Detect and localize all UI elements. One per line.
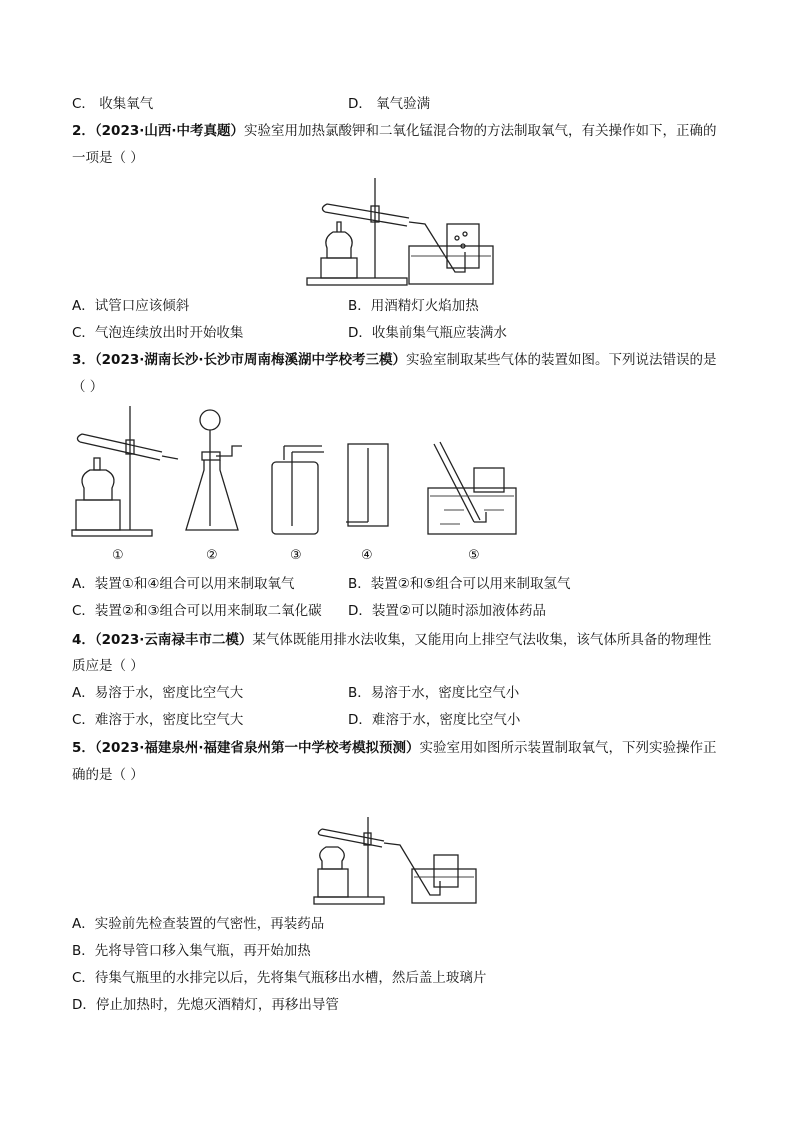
device-2-label: ② [206, 548, 218, 563]
q5-option-d: D．停止加热时，先熄灭酒精灯，再移出导管 [72, 997, 339, 1013]
q2-option-c: C．气泡连续放出时开始收集 [72, 325, 244, 341]
q5-number: 5． [72, 740, 95, 756]
q5-option-a: A．实验前先检查装置的气密性，再装药品 [72, 916, 325, 932]
q3-option-a: A．装置①和④组合可以用来制取氧气 [72, 576, 295, 592]
q2-stem-text: 实验室用加热氯酸钾和二氧化锰混合物的方法制取氧气，有关操作如下，正确的 [244, 123, 717, 139]
q4-stem-line2: 质应是（ ） [72, 658, 144, 674]
q4-source: （2023·云南禄丰市二模） [94, 632, 253, 648]
q5-source: （2023·福建泉州·福建省泉州第一中学校考模拟预测） [94, 740, 420, 756]
q3-option-b: B．装置②和⑤组合可以用来制取氢气 [348, 576, 571, 592]
q2-source: （2023·山西·中考真题） [94, 123, 244, 139]
test-tube-top [327, 204, 409, 218]
q3-stem-line1 [72, 350, 717, 370]
q2-number: 2． [72, 123, 95, 139]
device-5-figure [424, 440, 524, 540]
support-block [321, 258, 357, 278]
q5-apparatus-figure [312, 815, 480, 907]
q3-option-c: C．装置②和③组合可以用来制取二氧化碳 [72, 603, 322, 619]
q2-option-d: D．收集前集气瓶应装满水 [348, 325, 507, 341]
device-1-label: ① [112, 548, 124, 563]
q4-number: 4． [72, 632, 95, 648]
device-5-label: ⑤ [468, 548, 480, 563]
device-3-figure [268, 442, 326, 538]
q3-number: 3． [72, 352, 95, 368]
q2-stem-line2: 一项是（ ） [72, 150, 144, 166]
q3-stem-text: 实验室制取某些气体的装置如图。下列说法错误的是 [406, 352, 717, 368]
q3-stem-line2: （ ） [72, 379, 104, 395]
device-3-label: ③ [290, 548, 302, 563]
q4-option-b: B．易溶于水，密度比空气小 [348, 685, 520, 701]
device-4-figure [342, 438, 400, 538]
q5-stem-line2: 确的是（ ） [72, 767, 144, 783]
q2-option-a: A．试管口应该倾斜 [72, 298, 190, 314]
alcohol-lamp [326, 232, 352, 258]
q4-option-a: A．易溶于水，密度比空气大 [72, 685, 244, 701]
bubble [463, 232, 467, 236]
device-4-label: ④ [361, 548, 373, 563]
q4-option-c: C．难溶于水，密度比空气大 [72, 712, 244, 728]
q3-option-d: D．装置②可以随时添加液体药品 [348, 603, 546, 619]
delivery-tube [409, 222, 465, 272]
bubble [455, 236, 459, 240]
q2-option-b: B．用酒精灯火焰加热 [348, 298, 479, 314]
test-tube-end [322, 204, 327, 212]
device-1-figure [70, 404, 182, 540]
q5-stem-text: 实验室用如图所示装置制取氧气，下列实验操作正 [419, 740, 717, 756]
q1-option-c: C． 收集氧气 [72, 96, 154, 112]
q3-source: （2023·湖南长沙·长沙市周南梅溪湖中学校考三模） [94, 352, 406, 368]
q5-option-b: B．先将导管口移入集气瓶，再开始加热 [72, 943, 311, 959]
stand-base [307, 278, 407, 285]
q4-stem-text: 某气体既能用排水法收集，又能用向上排空气法收集，该气体所具备的物理性 [252, 632, 712, 648]
lamp-wick [337, 222, 341, 232]
q5-option-c: C．待集气瓶里的水排完以后，先将集气瓶移出水槽，然后盖上玻璃片 [72, 970, 487, 986]
q2-apparatus-figure [305, 176, 495, 288]
q1-option-d: D． 氧气验满 [348, 96, 431, 112]
q4-option-d: D．难溶于水，密度比空气小 [348, 712, 521, 728]
q5-stem-line1 [72, 738, 717, 758]
q4-stem-line1 [72, 630, 711, 650]
q2-stem-line1 [72, 121, 717, 141]
device-2-figure [182, 408, 248, 538]
